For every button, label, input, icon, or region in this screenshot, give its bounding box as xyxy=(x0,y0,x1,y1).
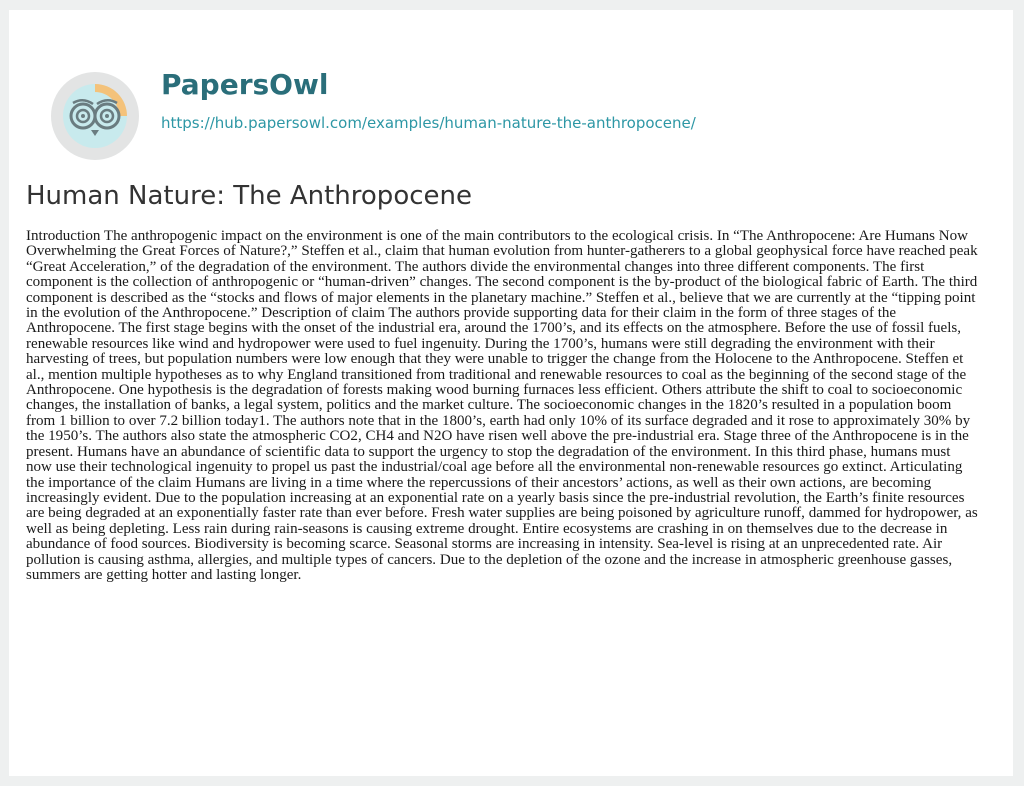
owl-logo-icon xyxy=(49,70,141,162)
brand-name: PapersOwl xyxy=(161,68,329,101)
source-url-link[interactable]: https://hub.papersowl.com/examples/human-nature-the-anthropocene/ xyxy=(161,114,696,132)
document-body: Introduction The anthropogenic impact on the environment is one of the main contributors to the ecological crisis. In “The Anthropocene: Are Humans Now Overwhelming the Great Forces of Nature?,” Steffen et al., claim that human evolution from hunter-gatherers to a global geophysical force have reached peak “Great Acceleration,” of the degradation of the environment. The authors divide the environmental changes into three different components. The first component is the collection of anthropogenic or “human-driven” changes. The second component is the by-product of the biological fabric of Earth. The third component is described as the “stocks and flows of major elements in the planetary machine.” Steffen et al., believe that we are currently at the “tipping point in the evolution of the Anthropocene.” Description of claim The authors provide supporting data for their claim in the form of three stages of the Anthropocene. The first stage begins with the onset of the industrial era, around the 1700’s, and its effects on the atmosphere. Before the use of fossil fuels, renewable resources like wind and hydropower were used to fuel ingenuity. During the 1700’s, humans were still degrading the environment with their harvesting of trees, but population numbers were low enough that they were unable to trigger the change from the Holocene to the Anthropocene. Steffen et al., mention multiple hypotheses as to why England transitioned from traditional and renewable resources to coal as the beginning of the second stage of the Anthropocene. One hypothesis is the degradation of forests making wood burning furnaces less efficient. Others attribute the shift to coal to socioeconomic changes, the installation of banks, a legal system, politics and the market culture. The socioeconomic changes in the 1820’s resulted in a population boom from 1 billion to over 7.2 billion today1. The authors note that in the 1800’s, earth had only 10% of its surface degraded and it rose to approximately 30% by the 1950’s. The authors also state the atmospheric CO2, CH4 and N2O have risen well above the pre-industrial era. Stage three of the Anthropocene is in the present. Humans have an abundance of scientific data to support the urgency to stop the degradation of the environment. In this third phase, humans must now use their technological ingenuity to propel us past the industrial/coal age before all the environmental non-renewable resources go extinct. Articulating the importance of the claim Humans are living in a time where the repercussions of their ancestors’ actions, as well as their own actions, are becoming increasingly evident. Due to the population increasing at an exponential rate on a yearly basis since the pre-industrial revolution, the Earth’s finite resources are being degraded at an exponentially faster rate than ever before. Fresh water supplies are being poisoned by agriculture runoff, dammed for hydropower, as well as being depleting. Less rain during rain-seasons is causing extreme drought. Entire ecosystems are crashing in on themselves due to the decrease in abundance of food sources. Biodiversity is becoming scarce. Seasonal storms are increasing in intensity. Sea-level is rising at an unprecedented rate. Air pollution is causing asthma, allergies, and multiple types of cancers. Due to the depletion of the ozone and the increase in atmospheric greenhouse gasses, summers are getting hotter and lasting longer. xyxy=(26,228,978,583)
document-page xyxy=(9,10,1013,776)
document-title: Human Nature: The Anthropocene xyxy=(26,181,472,211)
